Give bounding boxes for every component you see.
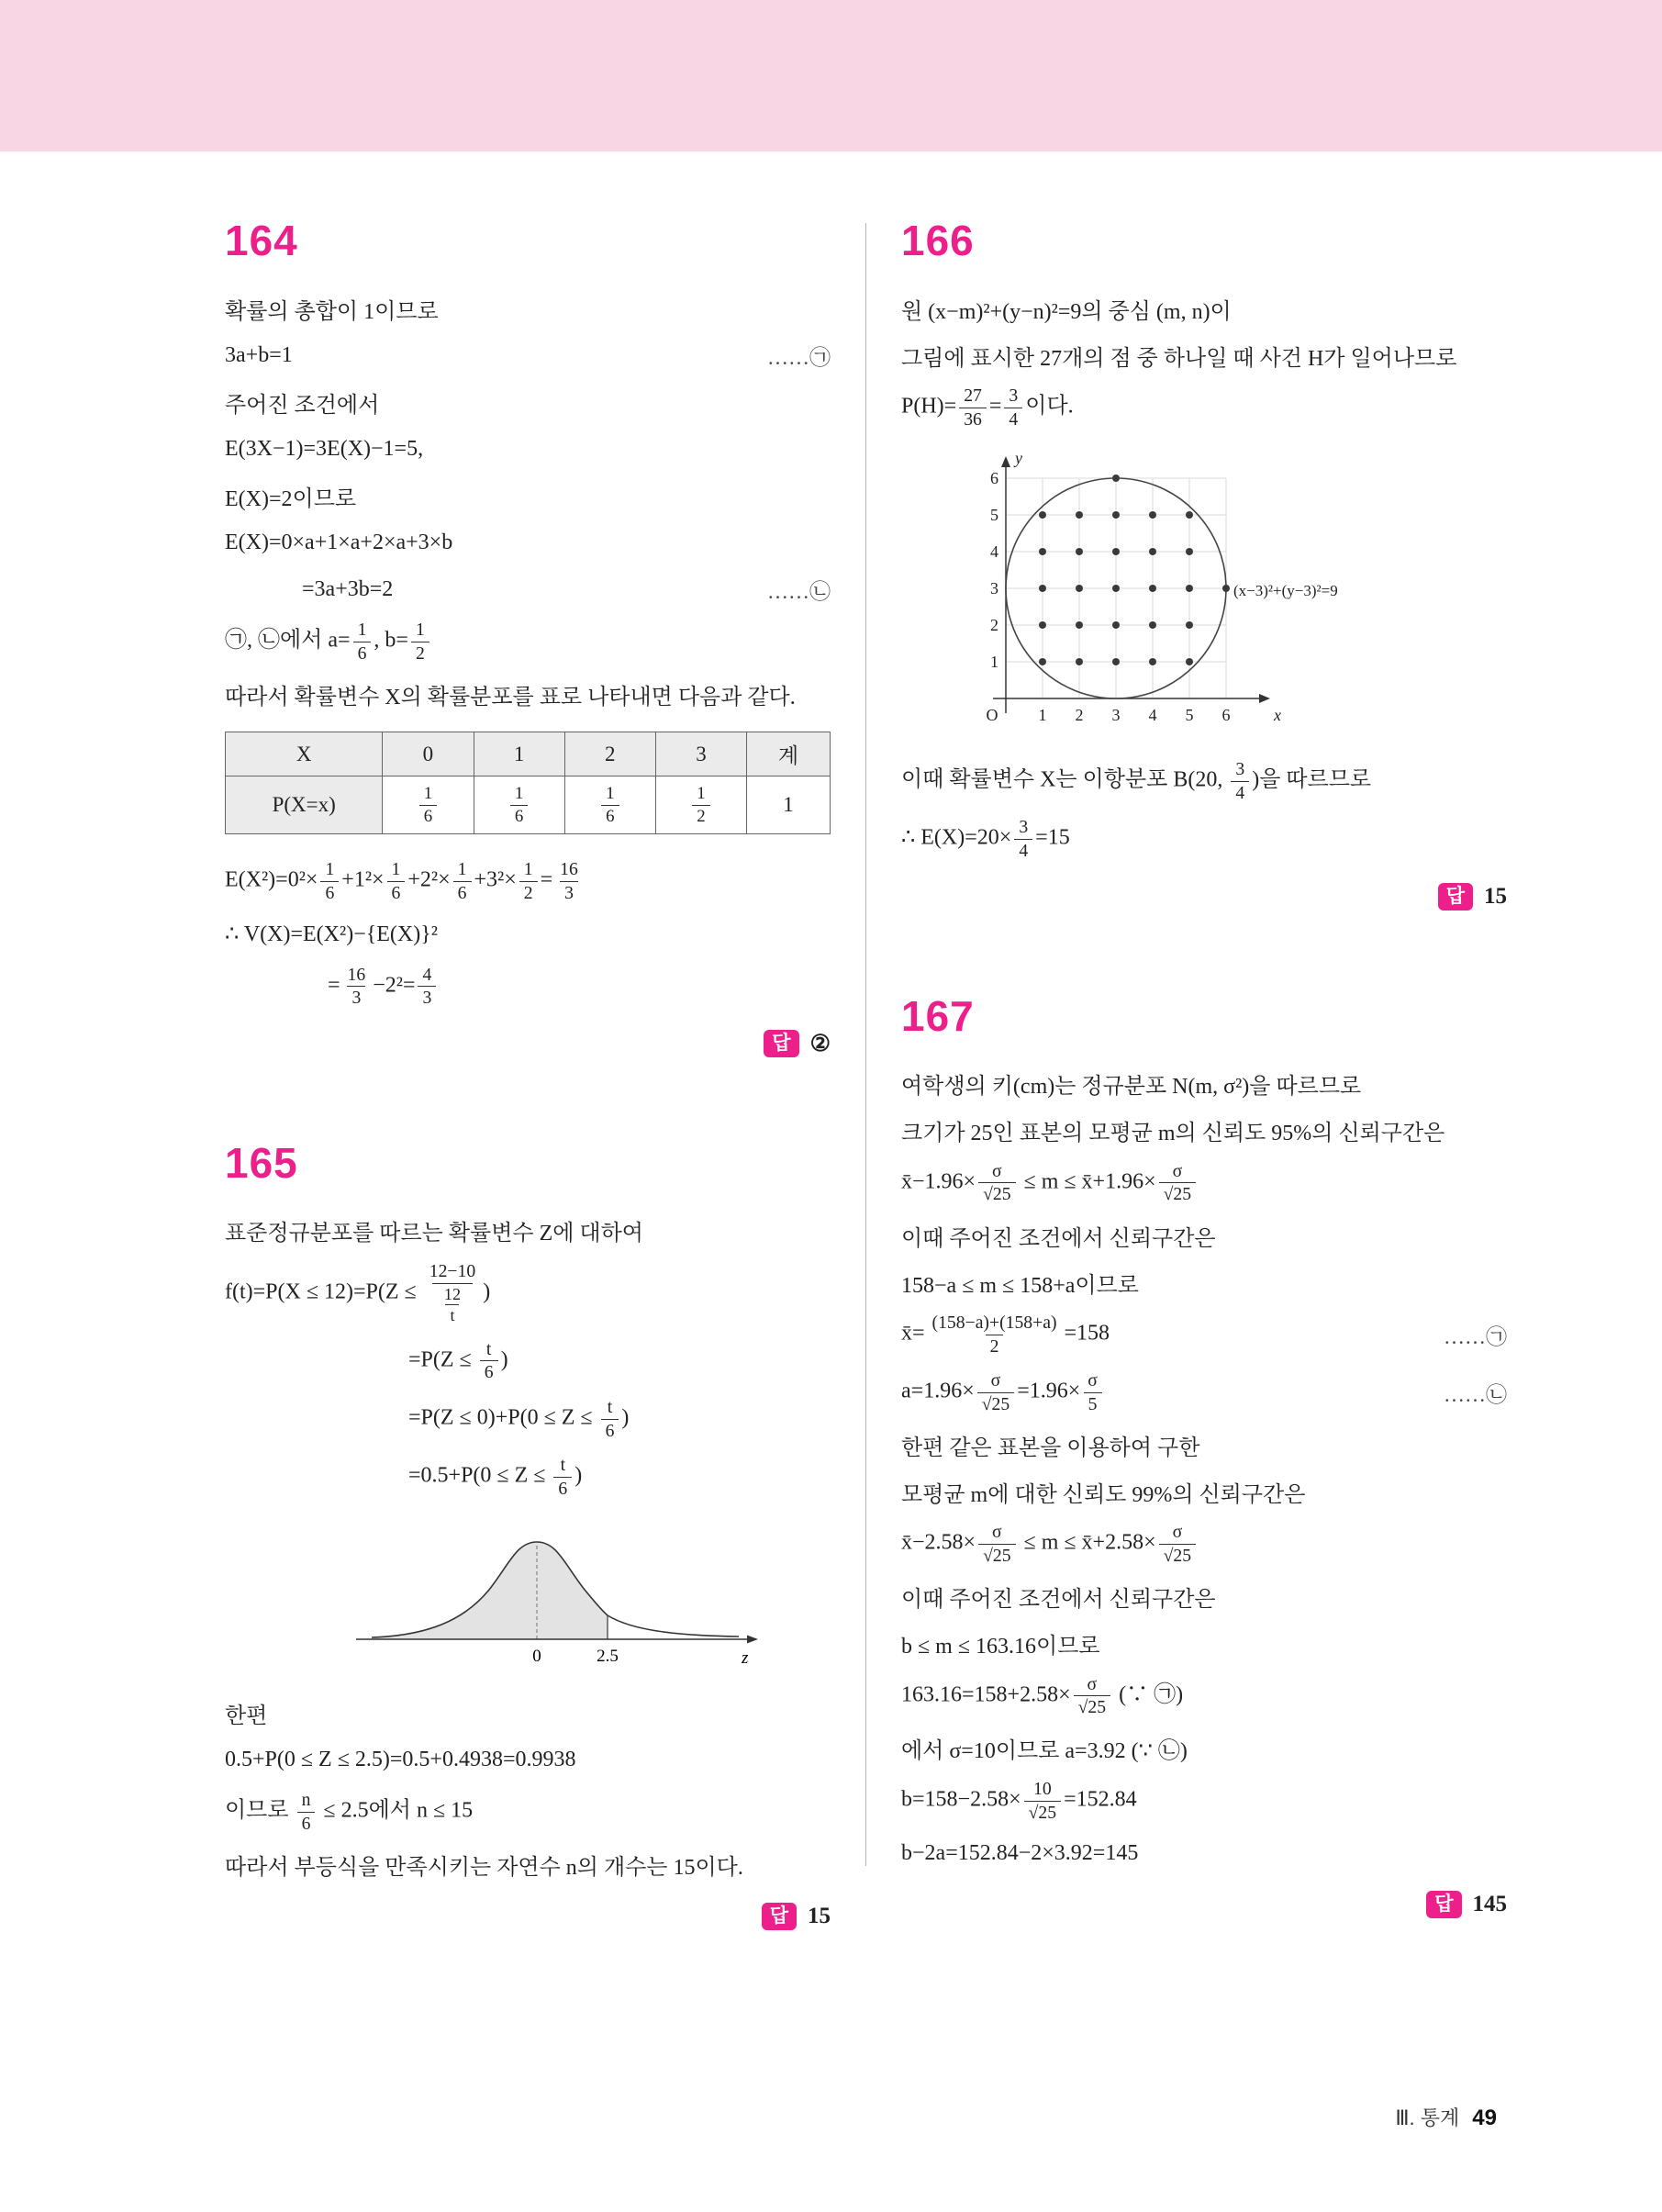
solution-line: 163.16=158+2.58× $\frac{\sigma}{√25}$ (∵ ㉠) (901, 1673, 1184, 1718)
solution-line: 한편 같은 표본을 이용하여 구한 (901, 1436, 1200, 1460)
table-header-cell: 0 (383, 732, 474, 776)
answer-row (225, 1030, 831, 1057)
solution-line: a=1.96× $\frac{\sigma}{√25}$ =1.96× $\frac{\sigma}{5}$ ……㉡ (901, 1370, 1507, 1414)
solution-line: 주어진 조건에서 (225, 393, 380, 418)
footer-page-number: 49 (1472, 2106, 1497, 2130)
lattice-dots (1039, 475, 1230, 665)
solution-line: 에서 σ=10이므로 a=3.92 (∵ ㉡) (901, 1739, 1188, 1764)
label-zero: 0 (532, 1647, 541, 1667)
y-axis-label: y (1015, 449, 1022, 468)
table-header-row (226, 732, 831, 776)
y-tick-4: 4 (990, 542, 998, 562)
solution-line: E(X)=2이므로 (225, 486, 357, 511)
y-tick-6: 6 (990, 469, 998, 488)
table-cell: $\frac{1}{2}$ (655, 776, 746, 834)
y-axis-arrow (1001, 456, 1010, 467)
solution-line: ㉠, ㉡에서 a= $\frac{1}{6}$ , b= $\frac{1}{2}$ (225, 619, 831, 665)
solution-line: 한편 (225, 1704, 268, 1728)
solution-line: 크기가 25인 표본의 모평균 m의 신뢰도 95%의 신뢰구간은 (901, 1122, 1445, 1146)
label-2-5: 2.5 (597, 1647, 619, 1667)
y-tick-2: 2 (990, 616, 998, 635)
answer-badge: 답 (764, 1030, 798, 1057)
solution-line: = $\frac{16}{3}$ −2²= $\frac{4}{3}$ (225, 964, 831, 1010)
solution-line: b=158−2.58× $\frac{10}{√25}$ =152.84 (901, 1778, 1137, 1823)
table-cell: P(X=x) (226, 776, 383, 834)
x-tick-4: 4 (1148, 706, 1157, 725)
solution-line: 확률의 총합이 1이므로 (225, 299, 439, 324)
y-tick-1: 1 (990, 653, 998, 672)
equation-ref: ……㉠ (767, 345, 831, 369)
solution-line: =0.5+P(0 ≤ Z ≤ $\frac{t}{6}$ ) (408, 1455, 583, 1499)
z-axis-arrow (747, 1636, 758, 1644)
x-tick-2: 2 (1075, 706, 1084, 725)
footer-section-title: Ⅲ. 통계 (1395, 2106, 1460, 2129)
solution-line: 이때 주어진 조건에서 신뢰구간은 (901, 1226, 1216, 1251)
answer-badge: 답 (1426, 1891, 1461, 1918)
table-header-cell: 계 (747, 732, 831, 776)
problem-164 (225, 216, 831, 1057)
table-header-cell: 2 (564, 732, 655, 776)
solution-line: f(t)=P(X ≤ 12)=P(Z ≤ $\frac{12-10}{\frac{12}{t}}$ ) (225, 1260, 491, 1325)
y-tick-3: 3 (990, 579, 998, 598)
table-header-cell: 1 (474, 732, 564, 776)
page-footer (1395, 2103, 1497, 2131)
circle-equation-label: (x−3)²+(y−3)²=9 (1233, 582, 1338, 600)
normal-distribution-curve (340, 1518, 771, 1672)
x-tick-6: 6 (1221, 706, 1231, 725)
equation-ref: ……㉡ (767, 579, 831, 603)
table-row (226, 776, 831, 834)
problem-167 (901, 991, 1507, 1918)
origin-label: O (986, 706, 998, 725)
answer-badge: 답 (762, 1903, 797, 1930)
table-cell: $\frac{1}{6}$ (564, 776, 655, 834)
solution-line: 0.5+P(0 ≤ Z ≤ 2.5)=0.5+0.4938=0.9938 (225, 1747, 576, 1771)
solution-line: 원 (x−m)²+(y−n)²=9의 중심 (m, n)이 (901, 299, 1232, 324)
solution-line: E(X²)=0²× $\frac{1}{6}$ +1²× $\frac{1}{6}$ +2²× $\frac{1}{6}$ +3²× $\frac{1}{2}$ = $\frac{16}{3}$ (225, 859, 578, 903)
solution-line: 이므로 $\frac{n}{6}$ ≤ 2.5에서 n ≤ 15 (225, 1790, 474, 1835)
problem-number-166: 166 (901, 217, 975, 264)
solution-line: x̄−2.58× $\frac{\sigma}{√25}$ ≤ m ≤ x̄+2.58× $\frac{\sigma}{√25}$ (901, 1521, 1507, 1567)
lattice-circle-figure (901, 449, 1507, 740)
answer-value: ② (809, 1031, 831, 1056)
solution-line: =P(Z ≤ 0)+P(0 ≤ Z ≤ $\frac{t}{6}$ ) (408, 1397, 630, 1441)
solution-line: 따라서 확률변수 X의 확률분포를 표로 나타내면 다음과 같다. (225, 685, 796, 709)
answer-value: 15 (808, 1903, 831, 1928)
normal-curve-figure (225, 1518, 831, 1677)
y-tick-5: 5 (990, 506, 998, 525)
x-axis-arrow (1259, 694, 1270, 703)
table-cell: $\frac{1}{6}$ (474, 776, 564, 834)
equation-ref: ……㉡ (1444, 1382, 1507, 1406)
solution-line: 3a+b=1 ……㉠ (225, 338, 831, 373)
answer-badge: 답 (1438, 883, 1473, 910)
probability-distribution-table (225, 732, 831, 834)
circle-grid-diagram (975, 449, 1470, 735)
column-divider (865, 223, 866, 1866)
solution-line: ∴ V(X)=E(X²)−{E(X)}² (225, 922, 438, 947)
x-tick-5: 5 (1185, 706, 1194, 725)
answer-value: 15 (1484, 883, 1507, 909)
solution-line: 표준정규분포를 따르는 확률변수 Z에 대하여 (225, 1222, 643, 1246)
answer-value: 145 (1472, 1892, 1507, 1917)
solution-line: 그림에 표시한 27개의 점 중 하나일 때 사건 H가 일어나므로 (901, 346, 1457, 371)
content-columns (225, 216, 1507, 1930)
solution-line: =P(Z ≤ $\frac{t}{6}$ ) (408, 1338, 508, 1383)
solution-line: P(H)= $\frac{27}{36}$ = $\frac{3}{4}$ 이다. (901, 385, 1074, 430)
problem-number-167: 167 (901, 991, 975, 1040)
x-tick-3: 3 (1111, 706, 1121, 725)
answer-row (901, 883, 1507, 910)
solution-line: x̄−1.96× $\frac{\sigma}{√25}$ ≤ m ≤ x̄+1.96× $\frac{\sigma}{√25}$ (901, 1160, 1507, 1206)
x-tick-1: 1 (1038, 706, 1047, 725)
solution-line: 이때 주어진 조건에서 신뢰구간은 (901, 1588, 1216, 1613)
solution-line: ∴ E(X)=20× $\frac{3}{4}$ =15 (901, 817, 1070, 862)
solution-line: 여학생의 키(cm)는 정규분포 N(m, σ²)을 따르므로 (901, 1075, 1362, 1100)
solution-line: E(X)=0×a+1×a+2×a+3×b (225, 530, 453, 554)
label-z-axis: z (742, 1648, 749, 1669)
problem-165 (225, 1138, 831, 1930)
solution-line: 158−a ≤ m ≤ 158+a이므로 (901, 1273, 1139, 1298)
table-header-cell: X (226, 732, 383, 776)
answer-row (901, 1891, 1507, 1918)
problem-number-164: 164 (225, 217, 298, 264)
solution-line: x̄= $\frac{(158-a)+(158+a)}{2}$ =158 ……㉠ (901, 1313, 1507, 1357)
top-pink-band (0, 0, 1662, 151)
table-cell: 1 (747, 776, 831, 834)
problem-number-165: 165 (225, 1138, 298, 1187)
x-axis-label: x (1274, 706, 1281, 725)
equation-ref: ……㉠ (1444, 1324, 1507, 1348)
right-column (901, 216, 1507, 1930)
shaded-area (372, 1542, 608, 1639)
answer-row (225, 1903, 831, 1930)
solution-line: E(3X−1)=3E(X)−1=5, (225, 436, 424, 461)
solution-line: 이때 확률변수 X는 이항분포 B(20, $\frac{3}{4}$ )을 따르므로 (901, 759, 1372, 803)
table-header-cell: 3 (655, 732, 746, 776)
solution-line: b−2a=152.84−2×3.92=145 (901, 1840, 1139, 1865)
table-cell: $\frac{1}{6}$ (383, 776, 474, 834)
left-column (225, 216, 831, 1930)
problem-166 (901, 216, 1507, 910)
solution-line: 따라서 부등식을 만족시키는 자연수 n의 개수는 15이다. (225, 1856, 743, 1881)
solution-line: 모평균 m에 대한 신뢰도 99%의 신뢰구간은 (901, 1482, 1306, 1507)
solution-line: b ≤ m ≤ 163.16이므로 (901, 1635, 1100, 1659)
solution-line: =3a+3b=2 ……㉡ (225, 572, 831, 607)
